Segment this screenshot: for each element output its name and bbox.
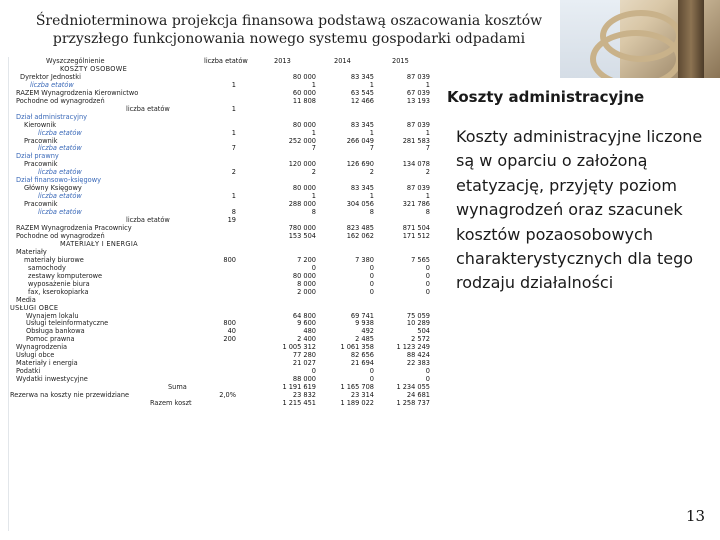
row-value-2013: 480 bbox=[303, 327, 316, 336]
table-row bbox=[8, 224, 438, 232]
row-count: 200 bbox=[223, 335, 236, 344]
row-label: USŁUGI OBCE bbox=[10, 303, 59, 312]
row-count: 1 bbox=[231, 104, 236, 113]
row-value-2015: 13 193 bbox=[406, 96, 430, 105]
row-value-2014: 162 062 bbox=[346, 231, 374, 240]
row-value-2013: 2 bbox=[311, 168, 316, 177]
row-label: Pomoc prawna bbox=[26, 335, 75, 344]
row-count: 7 bbox=[231, 144, 236, 153]
table-row bbox=[8, 375, 438, 383]
table-row bbox=[8, 152, 438, 160]
row-count: 800 bbox=[223, 255, 236, 264]
row-label: fax, kserokopiarka bbox=[28, 287, 89, 296]
row-label: Pracownik bbox=[24, 136, 58, 145]
row-label: Dział finansowo-księgowy bbox=[16, 176, 101, 185]
table-row bbox=[8, 65, 438, 73]
row-label: Dział administracyjny bbox=[16, 112, 88, 121]
row-value-2014: 0 bbox=[369, 287, 374, 296]
row-label: Usługi obce bbox=[16, 351, 55, 360]
row-label: liczba etatów bbox=[38, 208, 82, 217]
row-label: liczba etatów bbox=[30, 80, 74, 89]
row-label: Wynajem lokalu bbox=[26, 311, 79, 320]
table-row bbox=[8, 168, 438, 176]
row-value-2013: 80 000 bbox=[292, 271, 316, 280]
table-row bbox=[8, 327, 438, 335]
side-description: Koszty administracyjne liczone są w oparciu o założoną etatyzację, przyjęty poziom wynagrodzeń oraz szacunek kosztów pozaosobowych charakterystycznych dla tego rodzaju działalności bbox=[456, 127, 703, 293]
row-count: 800 bbox=[223, 319, 236, 328]
row-value-2015: 88 424 bbox=[406, 351, 430, 360]
row-value-2015: 24 681 bbox=[406, 391, 430, 400]
row-value-2015: 87 039 bbox=[406, 72, 430, 81]
row-value-2013: 1 bbox=[311, 192, 316, 201]
row-label: Materiały i energia bbox=[16, 359, 78, 368]
row-value-2013: 2 400 bbox=[297, 335, 316, 344]
row-value-2013: 1 bbox=[311, 128, 316, 137]
row-value-2013: 80 000 bbox=[292, 184, 316, 193]
row-value-2015: 281 583 bbox=[402, 136, 430, 145]
row-value-2015: 87 039 bbox=[406, 120, 430, 129]
row-value-2015: 8 bbox=[425, 208, 430, 217]
row-label: liczba etatów bbox=[38, 168, 82, 177]
row-value-2014: 23 314 bbox=[350, 391, 374, 400]
row-value-2014: 83 345 bbox=[350, 72, 374, 81]
row-count: 1 bbox=[231, 128, 236, 137]
row-value-2013: 0 bbox=[311, 367, 316, 376]
table-row bbox=[8, 200, 438, 208]
header-2013: 2013 bbox=[274, 57, 291, 65]
row-value-2014: 2 bbox=[369, 168, 374, 177]
row-value-2013: 1 005 312 bbox=[282, 343, 316, 352]
row-label: Media bbox=[16, 295, 36, 304]
row-value-2013: 8 000 bbox=[297, 279, 316, 288]
table-row bbox=[8, 296, 438, 304]
row-value-2013: 80 000 bbox=[292, 72, 316, 81]
table-row bbox=[8, 280, 438, 288]
row-value-2013: 11 808 bbox=[292, 96, 316, 105]
row-value-2014: 0 bbox=[369, 375, 374, 384]
projection-table bbox=[8, 57, 438, 407]
row-value-2013: 60 000 bbox=[292, 88, 316, 97]
row-value-2015: 134 078 bbox=[402, 160, 430, 169]
header-2015: 2015 bbox=[392, 57, 409, 65]
table-row bbox=[8, 105, 438, 113]
row-value-2014: 1 061 358 bbox=[340, 343, 374, 352]
slide-title: Średnioterminowa projekcja finansowa podstawą oszacowania kosztów przyszłego funkcjonowania nowego systemu gospodarki odpadami bbox=[35, 13, 543, 47]
row-value-2014: 21 694 bbox=[350, 359, 374, 368]
row-value-2015: 2 572 bbox=[411, 335, 430, 344]
row-label: Pracownik bbox=[24, 160, 58, 169]
row-value-2013: 120 000 bbox=[288, 160, 316, 169]
row-value-2014: 823 485 bbox=[346, 224, 374, 233]
row-value-2015: 22 383 bbox=[406, 359, 430, 368]
row-value-2014: 82 656 bbox=[350, 351, 374, 360]
row-label: Dyrektor Jednostki bbox=[20, 72, 81, 81]
row-value-2013: 88 000 bbox=[292, 375, 316, 384]
row-value-2014: 492 bbox=[361, 327, 374, 336]
side-heading: Koszty administracyjne bbox=[447, 88, 645, 106]
table-row bbox=[8, 272, 438, 280]
row-value-2014: 304 056 bbox=[346, 200, 374, 209]
row-value-2015: 0 bbox=[425, 375, 430, 384]
row-value-2014: 1 bbox=[369, 128, 374, 137]
row-count: 40 bbox=[227, 327, 236, 336]
row-value-2013: 7 bbox=[311, 144, 316, 153]
row-value-2015: 67 039 bbox=[406, 88, 430, 97]
table-row bbox=[8, 367, 438, 375]
row-value-2013: 153 504 bbox=[288, 231, 316, 240]
row-value-2013: 1 215 451 bbox=[282, 398, 316, 407]
row-value-2013: 288 000 bbox=[288, 200, 316, 209]
row-value-2015: 171 512 bbox=[402, 231, 430, 240]
table-row bbox=[8, 351, 438, 359]
row-value-2015: 1 234 055 bbox=[396, 383, 430, 392]
table-row bbox=[8, 240, 438, 248]
table-row bbox=[8, 248, 438, 256]
row-label: liczba etatów bbox=[38, 192, 82, 201]
row-label: Pochodne od wynagrodzeń bbox=[16, 96, 105, 105]
table-row bbox=[8, 383, 438, 391]
row-value-2014: 83 345 bbox=[350, 120, 374, 129]
row-count: 19 bbox=[227, 216, 236, 225]
row-label: Razem koszt bbox=[150, 398, 192, 407]
table-row bbox=[8, 391, 438, 399]
row-label: Główny Księgowy bbox=[24, 184, 82, 193]
row-label: liczba etatów bbox=[126, 216, 170, 225]
table-row bbox=[8, 144, 438, 152]
table-row bbox=[8, 256, 438, 264]
row-label: Wydatki inwestycyjne bbox=[16, 375, 88, 384]
row-label: Wynagrodzenia bbox=[16, 343, 68, 352]
table-row bbox=[8, 97, 438, 105]
table-row bbox=[8, 137, 438, 145]
row-count: 1 bbox=[231, 192, 236, 201]
row-value-2014: 69 741 bbox=[350, 311, 374, 320]
row-value-2015: 1 123 249 bbox=[396, 343, 430, 352]
table-row bbox=[8, 232, 438, 240]
row-label: Rezerwa na koszty nie przewidziane bbox=[10, 391, 130, 400]
row-label: samochody bbox=[28, 263, 66, 272]
row-label: Podatki bbox=[16, 367, 41, 376]
table-row bbox=[8, 113, 438, 121]
row-count: 8 bbox=[231, 208, 236, 217]
row-label: Pochodne od wynagrodzeń bbox=[16, 231, 105, 240]
row-label: MATERIAŁY I ENERGIA bbox=[60, 239, 138, 248]
row-value-2014: 2 485 bbox=[355, 335, 374, 344]
table-row bbox=[8, 89, 438, 97]
table-row bbox=[8, 216, 438, 224]
row-value-2014: 0 bbox=[369, 271, 374, 280]
row-value-2015: 871 504 bbox=[402, 224, 430, 233]
table-row bbox=[8, 121, 438, 129]
table-row bbox=[8, 264, 438, 272]
header-label: Wyszczególnienie bbox=[46, 57, 105, 65]
table-row bbox=[8, 160, 438, 168]
row-value-2014: 126 690 bbox=[346, 160, 374, 169]
table-row bbox=[8, 176, 438, 184]
row-value-2015: 504 bbox=[417, 327, 430, 336]
row-value-2013: 7 200 bbox=[297, 255, 316, 264]
row-value-2013: 1 191 619 bbox=[282, 383, 316, 392]
table-row bbox=[8, 184, 438, 192]
table-row bbox=[8, 399, 438, 407]
row-value-2014: 8 bbox=[369, 208, 374, 217]
row-label: materiały biurowe bbox=[24, 255, 84, 264]
row-value-2014: 9 938 bbox=[355, 319, 374, 328]
row-value-2014: 1 189 022 bbox=[340, 398, 374, 407]
table-row bbox=[8, 288, 438, 296]
table-row bbox=[8, 304, 438, 312]
row-value-2015: 1 258 737 bbox=[396, 398, 430, 407]
table-row bbox=[8, 312, 438, 320]
row-value-2015: 1 bbox=[425, 80, 430, 89]
row-label: RAZEM Wynagrodzenia Kierownictwo bbox=[16, 88, 139, 97]
row-value-2013: 77 280 bbox=[292, 351, 316, 360]
row-value-2015: 10 289 bbox=[406, 319, 430, 328]
row-value-2015: 321 786 bbox=[402, 200, 430, 209]
row-label: Suma bbox=[168, 383, 187, 392]
row-label: Kierownik bbox=[24, 120, 57, 129]
row-value-2013: 80 000 bbox=[292, 120, 316, 129]
row-value-2015: 2 bbox=[425, 168, 430, 177]
row-label: Pracownik bbox=[24, 200, 58, 209]
row-label: liczba etatów bbox=[126, 104, 170, 113]
row-label: liczba etatów bbox=[38, 144, 82, 153]
table-row bbox=[8, 319, 438, 327]
row-label: liczba etatów bbox=[38, 128, 82, 137]
row-count: 2,0% bbox=[219, 391, 236, 400]
row-value-2013: 0 bbox=[311, 263, 316, 272]
row-value-2015: 7 bbox=[425, 144, 430, 153]
row-value-2014: 1 bbox=[369, 192, 374, 201]
row-value-2013: 8 bbox=[311, 208, 316, 217]
row-value-2014: 63 545 bbox=[350, 88, 374, 97]
row-label: Obsługa bankowa bbox=[26, 327, 85, 336]
row-value-2015: 1 bbox=[425, 128, 430, 137]
row-value-2013: 64 800 bbox=[292, 311, 316, 320]
row-value-2015: 0 bbox=[425, 271, 430, 280]
row-value-2014: 7 bbox=[369, 144, 374, 153]
row-label: wyposażenie biura bbox=[28, 279, 90, 288]
row-count: 2 bbox=[231, 168, 236, 177]
table-row bbox=[8, 81, 438, 89]
table-row bbox=[8, 208, 438, 216]
table-row bbox=[8, 335, 438, 343]
row-value-2014: 83 345 bbox=[350, 184, 374, 193]
row-value-2014: 1 bbox=[369, 80, 374, 89]
row-label: Dział prawny bbox=[16, 152, 59, 161]
table-row bbox=[8, 359, 438, 367]
row-value-2013: 780 000 bbox=[288, 224, 316, 233]
row-label: zestawy komputerowe bbox=[28, 271, 103, 280]
row-value-2015: 0 bbox=[425, 279, 430, 288]
row-value-2014: 1 165 708 bbox=[340, 383, 374, 392]
decorative-photo bbox=[560, 0, 720, 78]
row-value-2015: 0 bbox=[425, 287, 430, 296]
row-count: 1 bbox=[231, 80, 236, 89]
row-value-2015: 7 565 bbox=[411, 255, 430, 264]
row-value-2014: 12 466 bbox=[350, 96, 374, 105]
row-value-2014: 266 049 bbox=[346, 136, 374, 145]
table-row bbox=[8, 343, 438, 351]
row-value-2013: 21 027 bbox=[292, 359, 316, 368]
header-count: liczba etatów bbox=[204, 57, 248, 65]
header-2014: 2014 bbox=[334, 57, 351, 65]
row-value-2015: 87 039 bbox=[406, 184, 430, 193]
row-label: Materiały bbox=[16, 247, 47, 256]
row-value-2013: 23 832 bbox=[292, 391, 316, 400]
row-value-2015: 0 bbox=[425, 263, 430, 272]
page-number: 13 bbox=[686, 507, 706, 525]
row-value-2014: 0 bbox=[369, 279, 374, 288]
row-value-2014: 0 bbox=[369, 367, 374, 376]
table-row bbox=[8, 192, 438, 200]
row-label: Usługi teleinformatyczne bbox=[26, 319, 109, 328]
row-value-2014: 0 bbox=[369, 263, 374, 272]
row-value-2015: 0 bbox=[425, 367, 430, 376]
table-header bbox=[8, 57, 438, 65]
row-value-2013: 1 bbox=[311, 80, 316, 89]
table-row bbox=[8, 129, 438, 137]
row-value-2013: 9 600 bbox=[297, 319, 316, 328]
row-value-2015: 1 bbox=[425, 192, 430, 201]
row-value-2013: 2 000 bbox=[297, 287, 316, 296]
row-value-2014: 7 380 bbox=[355, 255, 374, 264]
row-value-2013: 252 000 bbox=[288, 136, 316, 145]
row-label: RAZEM Wynagrodzenia Pracownicy bbox=[16, 224, 132, 233]
table-row bbox=[8, 73, 438, 81]
row-value-2015: 75 059 bbox=[406, 311, 430, 320]
row-label: KOSZTY OSOBOWE bbox=[60, 64, 128, 73]
